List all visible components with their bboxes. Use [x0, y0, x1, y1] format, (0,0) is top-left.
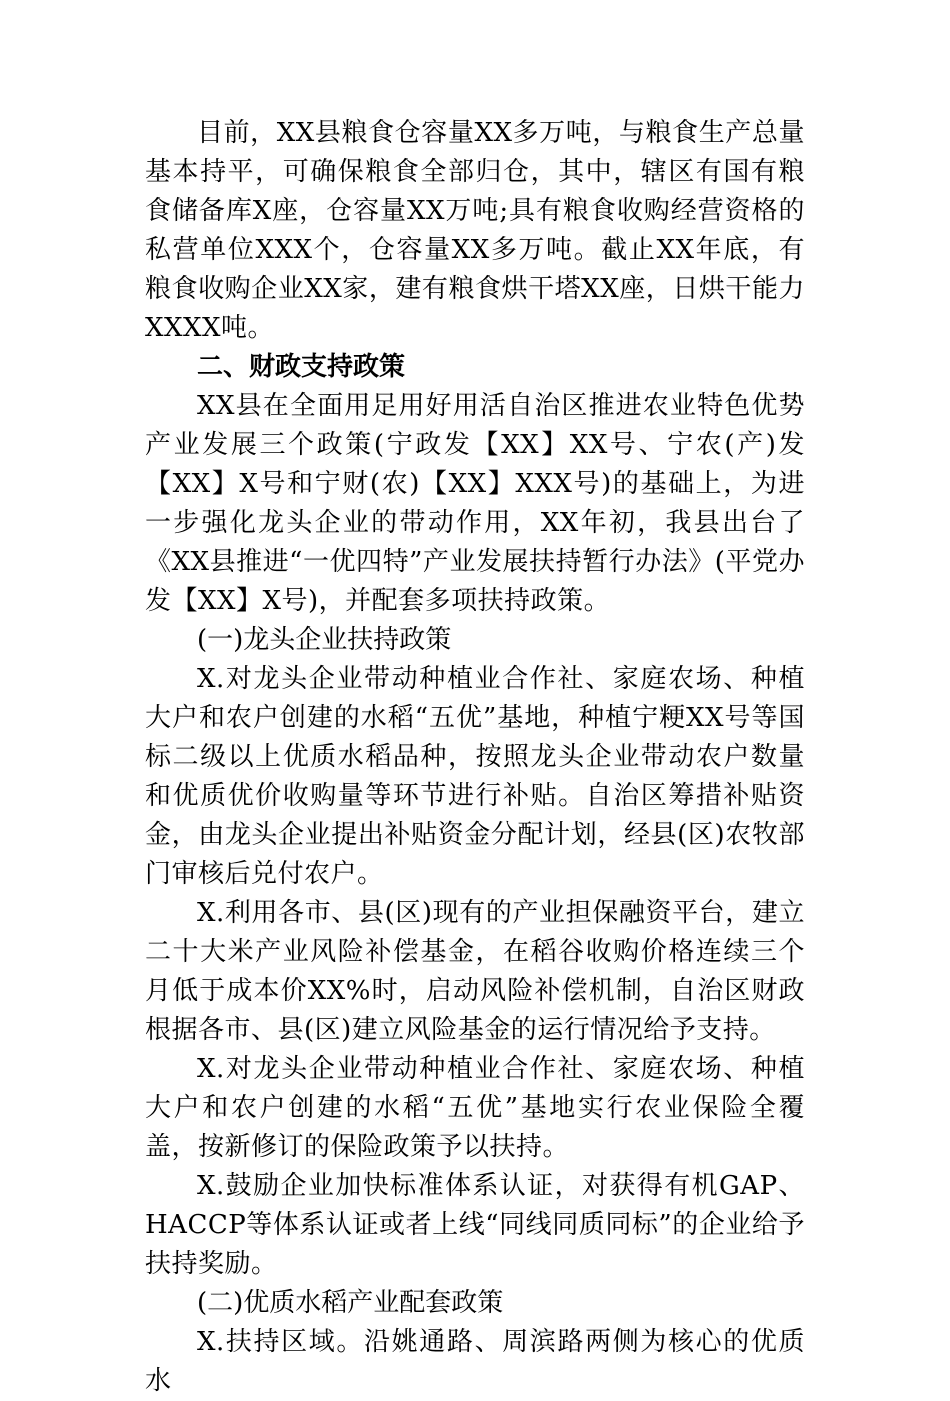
subheading-leading-enterprise-policy: (一)龙头企业扶持政策 — [197, 625, 452, 655]
subheading-rice-industry-policy: (二)优质水稻产业配套政策 — [197, 1288, 504, 1318]
paragraph-policy-intro: XX县在全面用足用好用活自治区推进农业特色优势产业发展三个政策(宁政发【XX】XX号、宁农(产)发【XX】X号和宁财(农)【XX】XXX号)的基础上，为进一步强化龙头企业的带动作用，XX年初，我县出台了《XX县推进“一优四特”产业发展扶持暂行办法》(平党办发【XX】X号)，并配套多项扶持政策。 — [145, 391, 805, 616]
paragraph-grain-storage: 目前，XX县粮食仓容量XX多万吨，与粮食生产总量基本持平，可确保粮食全部归仓，其中，辖区有国有粮食储备库X座，仓容量XX万吨;具有粮食收购经营资格的私营单位XXX个，仓容量XX多万吨。截止XX年底，有粮食收购企业XX家，建有粮食烘干塔XX座，日烘干能力XXXX吨。 — [145, 118, 805, 343]
section-heading-fiscal-policy: 二、财政支持政策 — [197, 352, 406, 382]
policy-item-5: X.扶持区域。沿姚通路、周滨路两侧为核心的优质水 — [145, 1327, 805, 1396]
policy-item-4: X.鼓励企业加快标准体系认证，对获得有机GAP、HACCP等体系认证或者上线“同线同质同标”的企业给予扶持奖励。 — [145, 1171, 805, 1279]
policy-item-3: X.对龙头企业带动种植业合作社、家庭农场、种植大户和农户创建的水稻“五优”基地实行农业保险全覆盖，按新修订的保险政策予以扶持。 — [145, 1054, 805, 1162]
policy-item-1: X.对龙头企业带动种植业合作社、家庭农场、种植大户和农户创建的水稻“五优”基地，种植宁粳XX号等国标二级以上优质水稻品种，按照龙头企业带动农户数量和优质优价收购量等环节进行补贴。自治区筹措补贴资金，由龙头企业提出补贴资金分配计划，经县(区)农牧部门审核后兑付农户。 — [145, 664, 805, 889]
policy-item-2: X.利用各市、县(区)现有的产业担保融资平台，建立二十大米产业风险补偿基金，在稻谷收购价格连续三个月低于成本价XX%时，启动风险补偿机制，自治区财政根据各市、县(区)建立风险基金的运行情况给予支持。 — [145, 898, 805, 1045]
document-body — [145, 114, 805, 1401]
